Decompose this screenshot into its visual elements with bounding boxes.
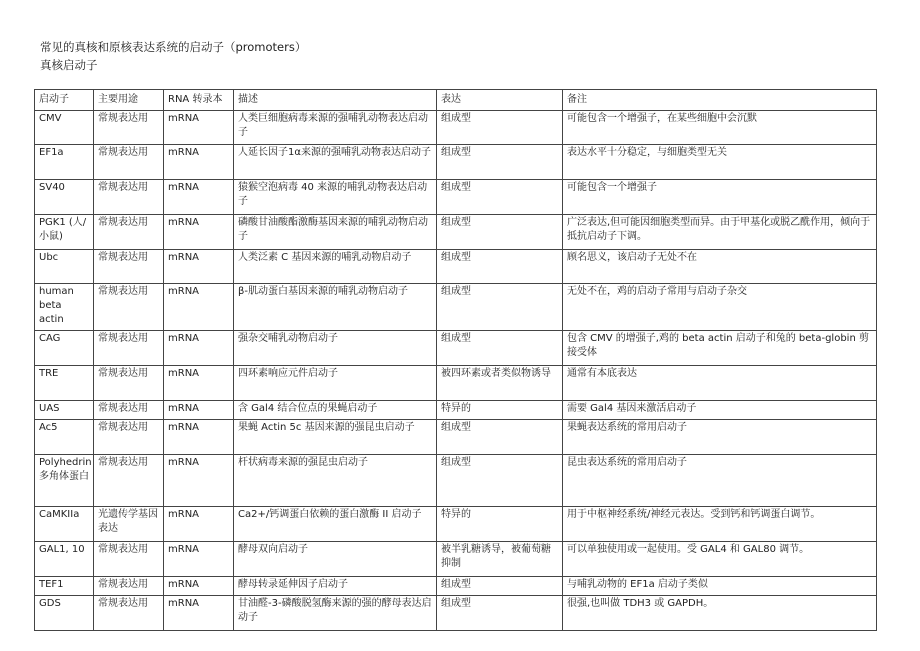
- cell-main-use: 常规表达用: [94, 577, 164, 596]
- table-row: [35, 145, 877, 180]
- document-title: 常见的真核和原核表达系统的启动子（promoters）: [40, 40, 307, 54]
- table-row: [35, 577, 877, 596]
- cell-notes: 很强,也叫做 TDH3 或 GAPDH。: [563, 596, 877, 631]
- cell-rna: mRNA: [164, 284, 234, 331]
- cell-rna: mRNA: [164, 250, 234, 284]
- cell-rna: mRNA: [164, 401, 234, 420]
- table-header-row: [35, 90, 877, 111]
- table-row: [35, 284, 877, 331]
- cell-expression: 组成型: [437, 111, 563, 145]
- cell-description: 酵母双向启动子: [234, 542, 437, 577]
- cell-promoter: Polyhedrin 多角体蛋白: [35, 455, 94, 507]
- cell-main-use: 常规表达用: [94, 284, 164, 331]
- cell-description: 杆状病毒来源的强昆虫启动子: [234, 455, 437, 507]
- cell-main-use: 常规表达用: [94, 331, 164, 366]
- cell-expression: 特异的: [437, 507, 563, 542]
- cell-notes: 可能包含一个增强子: [563, 180, 877, 215]
- cell-notes: 果蝇表达系统的常用启动子: [563, 420, 877, 455]
- cell-rna: mRNA: [164, 331, 234, 366]
- cell-expression: 特异的: [437, 401, 563, 420]
- cell-promoter: CaMKIIa: [35, 507, 94, 542]
- cell-promoter: human beta actin: [35, 284, 94, 331]
- header-rna-transcript: RNA 转录本: [164, 90, 234, 111]
- table-row: [35, 596, 877, 631]
- cell-rna: mRNA: [164, 596, 234, 631]
- cell-notes: 昆虫表达系统的常用启动子: [563, 455, 877, 507]
- header-notes: 备注: [563, 90, 877, 111]
- cell-description: 人延长因子1α来源的强哺乳动物表达启动子: [234, 145, 437, 180]
- table-row: [35, 215, 877, 250]
- cell-expression: 组成型: [437, 596, 563, 631]
- cell-notes: 广泛表达,但可能因细胞类型而异。由于甲基化或脱乙酰作用，倾向于抵抗启动子下调。: [563, 215, 877, 250]
- header-main-use: 主要用途: [94, 90, 164, 111]
- cell-promoter: Ubc: [35, 250, 94, 284]
- cell-description: 人类泛素 C 基因来源的哺乳动物启动子: [234, 250, 437, 284]
- cell-main-use: 常规表达用: [94, 215, 164, 250]
- cell-description: 酵母转录延伸因子启动子: [234, 577, 437, 596]
- cell-main-use: 常规表达用: [94, 401, 164, 420]
- cell-promoter: PGK1 (人/小鼠): [35, 215, 94, 250]
- cell-description: 强杂交哺乳动物启动子: [234, 331, 437, 366]
- cell-rna: mRNA: [164, 111, 234, 145]
- cell-notes: 表达水平十分稳定，与细胞类型无关: [563, 145, 877, 180]
- cell-expression: 组成型: [437, 180, 563, 215]
- cell-promoter: Ac5: [35, 420, 94, 455]
- table-row: [35, 331, 877, 366]
- table-row: [35, 542, 877, 577]
- cell-promoter: TEF1: [35, 577, 94, 596]
- cell-main-use: 常规表达用: [94, 596, 164, 631]
- table-row: [35, 180, 877, 215]
- cell-main-use: 常规表达用: [94, 145, 164, 180]
- cell-notes: 用于中枢神经系统/神经元表达。受到钙和钙调蛋白调节。: [563, 507, 877, 542]
- section-title: 真核启动子: [40, 58, 98, 72]
- cell-notes: 可能包含一个增强子，在某些细胞中会沉默: [563, 111, 877, 145]
- cell-main-use: 常规表达用: [94, 542, 164, 577]
- table-row: [35, 507, 877, 542]
- cell-expression: 组成型: [437, 455, 563, 507]
- table-row: [35, 366, 877, 401]
- cell-promoter: SV40: [35, 180, 94, 215]
- cell-expression: 被半乳糖诱导，被葡萄糖抑制: [437, 542, 563, 577]
- cell-notes: 包含 CMV 的增强子,鸡的 beta actin 启动子和兔的 beta-globin 剪接受体: [563, 331, 877, 366]
- table-row: [35, 401, 877, 420]
- cell-main-use: 常规表达用: [94, 250, 164, 284]
- cell-description: 磷酸甘油酸酯激酶基因来源的哺乳动物启动子: [234, 215, 437, 250]
- cell-notes: 无处不在，鸡的启动子常用与启动子杂交: [563, 284, 877, 331]
- cell-rna: mRNA: [164, 145, 234, 180]
- cell-description: β-肌动蛋白基因来源的哺乳动物启动子: [234, 284, 437, 331]
- cell-promoter: GDS: [35, 596, 94, 631]
- cell-description: 甘油醛-3-磷酸脱氢酶来源的强的酵母表达启动子: [234, 596, 437, 631]
- cell-expression: 被四环素或者类似物诱导: [437, 366, 563, 401]
- cell-expression: 组成型: [437, 145, 563, 180]
- cell-notes: 可以单独使用或一起使用。受 GAL4 和 GAL80 调节。: [563, 542, 877, 577]
- cell-notes: 与哺乳动物的 EF1a 启动子类似: [563, 577, 877, 596]
- cell-main-use: 常规表达用: [94, 180, 164, 215]
- cell-expression: 组成型: [437, 331, 563, 366]
- cell-promoter: GAL1, 10: [35, 542, 94, 577]
- cell-expression: 组成型: [437, 284, 563, 331]
- cell-notes: 通常有本底表达: [563, 366, 877, 401]
- cell-rna: mRNA: [164, 420, 234, 455]
- cell-rna: mRNA: [164, 215, 234, 250]
- cell-promoter: CMV: [35, 111, 94, 145]
- table-row: [35, 250, 877, 284]
- table-row: [35, 455, 877, 507]
- cell-promoter: CAG: [35, 331, 94, 366]
- header-promoter: 启动子: [35, 90, 94, 111]
- table-row: [35, 420, 877, 455]
- cell-description: 猿猴空泡病毒 40 来源的哺乳动物表达启动子: [234, 180, 437, 215]
- cell-rna: mRNA: [164, 455, 234, 507]
- cell-promoter: EF1a: [35, 145, 94, 180]
- cell-rna: mRNA: [164, 180, 234, 215]
- cell-main-use: 常规表达用: [94, 420, 164, 455]
- cell-notes: 需要 Gal4 基因来激活启动子: [563, 401, 877, 420]
- cell-rna: mRNA: [164, 366, 234, 401]
- cell-main-use: 常规表达用: [94, 366, 164, 401]
- cell-expression: 组成型: [437, 577, 563, 596]
- cell-main-use: 光遗传学基因表达: [94, 507, 164, 542]
- cell-notes: 顾名思义，该启动子无处不在: [563, 250, 877, 284]
- cell-description: 四环素响应元件启动子: [234, 366, 437, 401]
- cell-rna: mRNA: [164, 542, 234, 577]
- cell-promoter: TRE: [35, 366, 94, 401]
- header-expression: 表达: [437, 90, 563, 111]
- cell-description: 果蝇 Actin 5c 基因来源的强昆虫启动子: [234, 420, 437, 455]
- cell-expression: 组成型: [437, 215, 563, 250]
- cell-description: 人类巨细胞病毒来源的强哺乳动物表达启动子: [234, 111, 437, 145]
- cell-expression: 组成型: [437, 420, 563, 455]
- table-row: [35, 111, 877, 145]
- cell-promoter: UAS: [35, 401, 94, 420]
- cell-rna: mRNA: [164, 577, 234, 596]
- cell-main-use: 常规表达用: [94, 455, 164, 507]
- header-description: 描述: [234, 90, 437, 111]
- cell-main-use: 常规表达用: [94, 111, 164, 145]
- promoter-table: [34, 89, 877, 631]
- cell-description: 含 Gal4 结合位点的果蝇启动子: [234, 401, 437, 420]
- cell-description: Ca2+/钙调蛋白依赖的蛋白激酶 II 启动子: [234, 507, 437, 542]
- cell-expression: 组成型: [437, 250, 563, 284]
- cell-rna: mRNA: [164, 507, 234, 542]
